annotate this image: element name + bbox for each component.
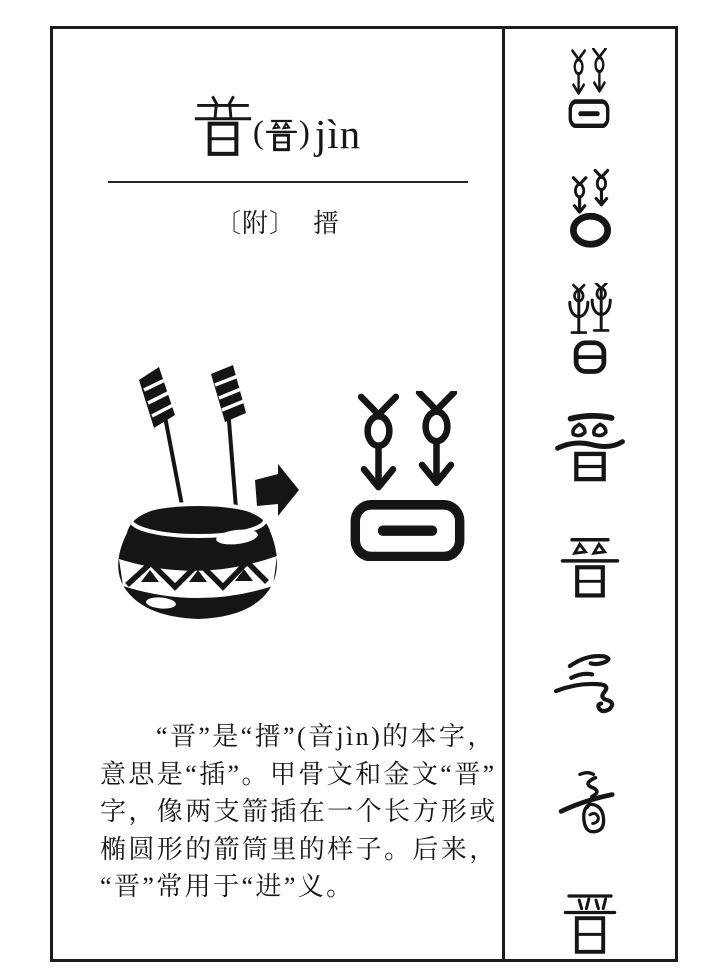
bronze-form-drawing [564, 167, 616, 255]
paren-open: ( [252, 115, 264, 151]
script-form-bronze [564, 167, 616, 255]
explanation-text [100, 718, 498, 906]
seal-form-drawing [562, 283, 618, 379]
script-form-running [553, 765, 627, 847]
explanation-line: “晋”常用于“进”义。 [100, 872, 355, 902]
pinyin-text: jìn [314, 111, 362, 157]
transform-arrow-icon [253, 462, 301, 518]
attached-label: 〔附〕 [214, 209, 296, 238]
entry-frame [50, 26, 678, 962]
script-evolution-column [502, 29, 675, 959]
cursive-jin-drawing [550, 648, 630, 714]
explanation-line: “晋”是“搢”(音jìn)的本字， [156, 722, 496, 751]
script-form-seal [562, 283, 618, 379]
explanation-line: 椭圆形的箭筒里的样子。后来， [100, 834, 498, 864]
explanation-line: 意思是“插”。甲骨文和金文“晋” [100, 759, 497, 789]
explanation-line: 字，像两支箭插在一个长方形或 [100, 797, 498, 827]
script-form-oracle [563, 48, 615, 128]
script-form-cursive [550, 648, 630, 714]
script-form-regular-traditional [558, 527, 622, 605]
oracle-form-drawing [335, 391, 480, 561]
oracle-form-small-drawing [563, 48, 615, 128]
paren-close: ) [298, 115, 310, 151]
regular-jin-drawing [560, 883, 620, 963]
clerical-jin-drawing [552, 410, 628, 482]
entry-main [53, 29, 502, 959]
script-form-clerical [552, 410, 628, 482]
running-jin-drawing [553, 765, 627, 847]
regular-traditional-jin-drawing [558, 527, 622, 605]
script-form-regular [560, 883, 620, 963]
attached-char: 搢 [313, 209, 341, 238]
